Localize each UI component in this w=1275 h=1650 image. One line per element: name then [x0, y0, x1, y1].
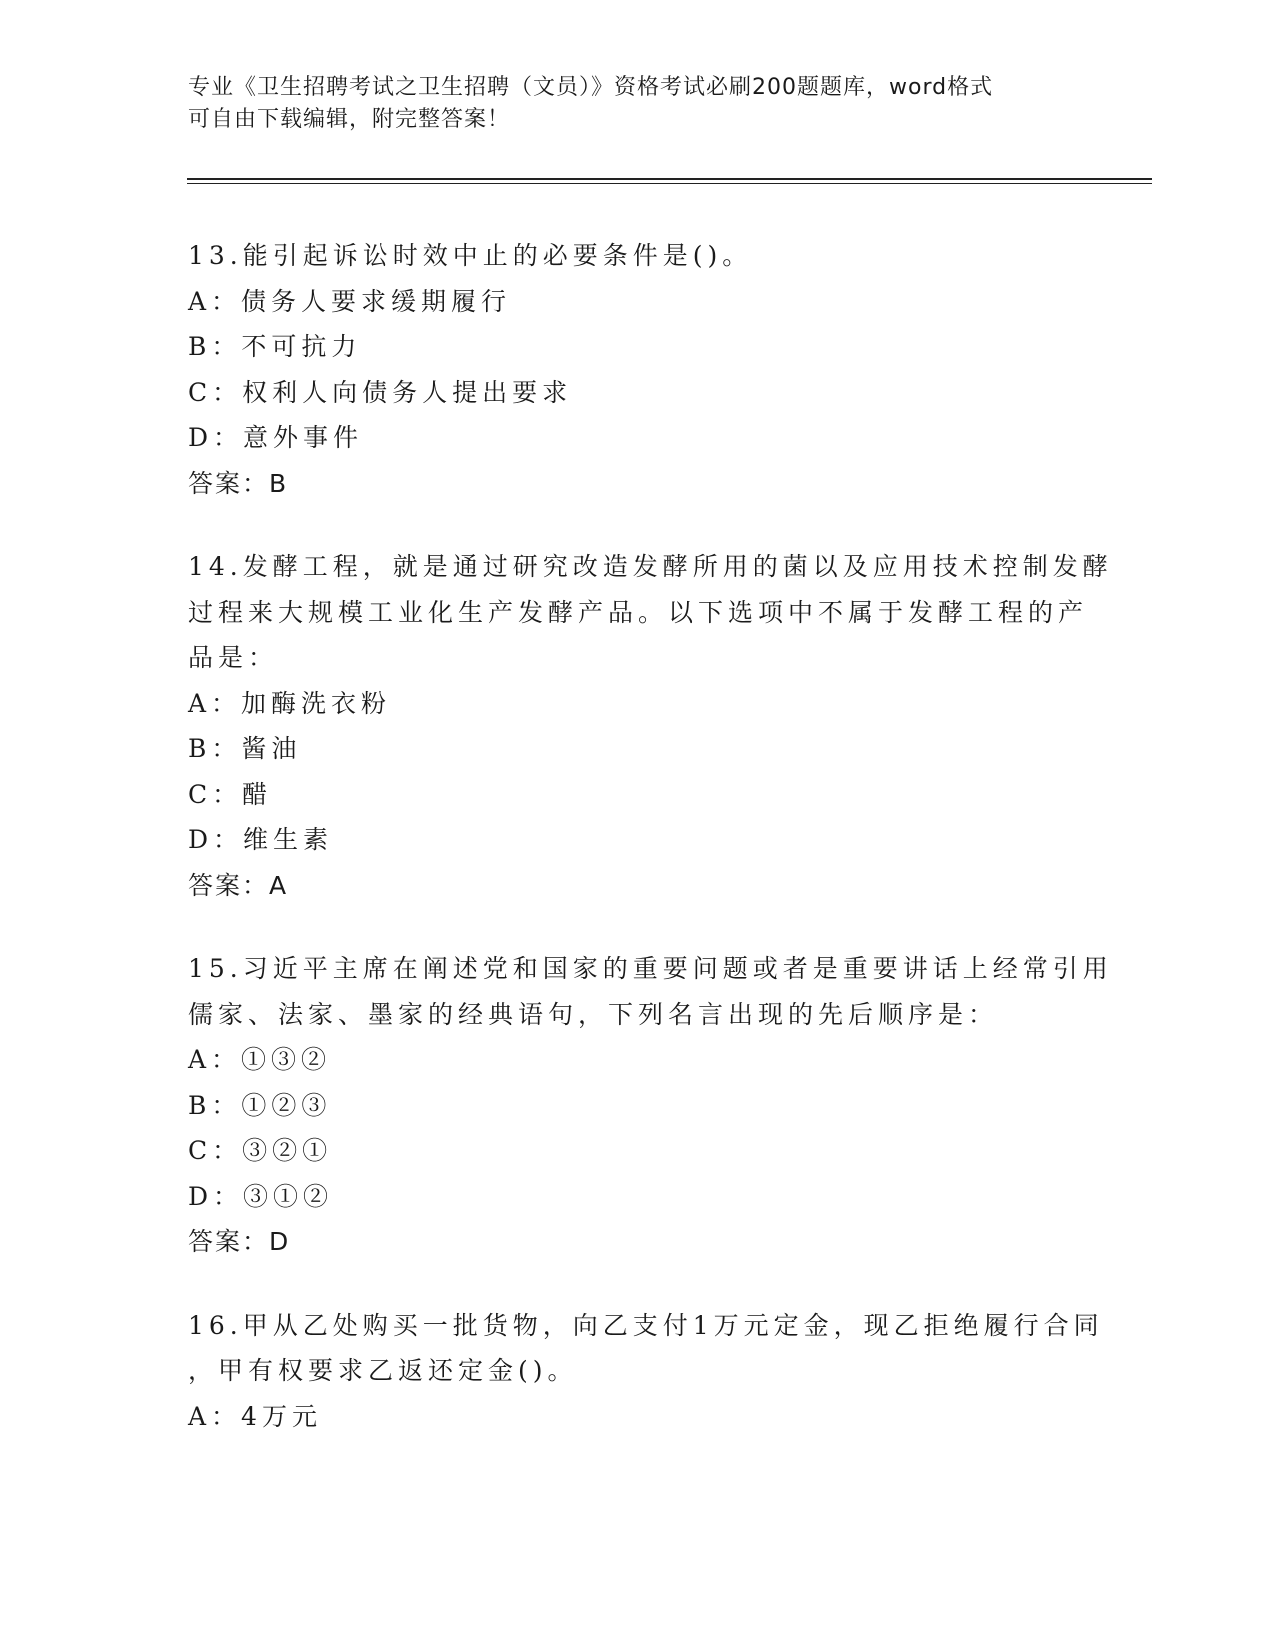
header-line: 专业《卫生招聘考试之卫生招聘（文员）》资格考试必刷200题题库，word格式	[188, 75, 994, 100]
option-d: D：③①②	[188, 1181, 334, 1211]
question-text: 15.习近平主席在阐述党和国家的重要问题或者是重要讲话上经常引用	[188, 954, 1113, 983]
answer: 答案：B	[188, 468, 289, 498]
question-text: 14.发酵工程，就是通过研究改造发酵所用的菌以及应用技术控制发酵	[188, 552, 1113, 581]
question-14	[188, 544, 1113, 908]
question-13	[188, 233, 1108, 506]
question-text: 品是：	[188, 643, 279, 672]
option-d: D：意外事件	[188, 423, 364, 452]
option-b: B：①②③	[188, 1090, 332, 1120]
question-text: 儒家、法家、墨家的经典语句，下列名言出现的先后顺序是：	[188, 999, 999, 1029]
question-text: 过程来大规模工业化生产发酵产品。以下选项中不属于发酵工程的产	[188, 597, 1089, 627]
question-16	[188, 1303, 1108, 1440]
option-c: C：③②①	[188, 1136, 333, 1165]
option-b: B：不可抗力	[188, 332, 362, 361]
option-b: B：酱油	[188, 734, 302, 763]
document-header	[188, 72, 1088, 136]
answer: 答案：A	[188, 870, 289, 900]
option-c: C：醋	[188, 779, 273, 809]
header-line: 可自由下载编辑，附完整答案！	[188, 107, 511, 132]
option-a: A：加酶洗衣粉	[188, 688, 392, 718]
option-a: A：①③②	[188, 1045, 332, 1074]
question-15	[188, 946, 1113, 1265]
question-text: 16.甲从乙处购买一批货物，向乙支付1万元定金，现乙拒绝履行合同	[188, 1310, 1104, 1340]
option-a: A：4万元	[188, 1401, 322, 1431]
answer: 答案：D	[188, 1227, 291, 1256]
option-c: C：权利人向债务人提出要求	[188, 377, 573, 407]
option-d: D：维生素	[188, 825, 334, 854]
question-list	[188, 233, 1113, 1477]
question-text: 13.能引起诉讼时效中止的必要条件是()。	[188, 241, 753, 270]
header-divider	[187, 178, 1152, 184]
option-a: A：债务人要求缓期履行	[188, 286, 512, 316]
question-text: ，甲有权要求乙返还定金()。	[188, 1356, 578, 1385]
